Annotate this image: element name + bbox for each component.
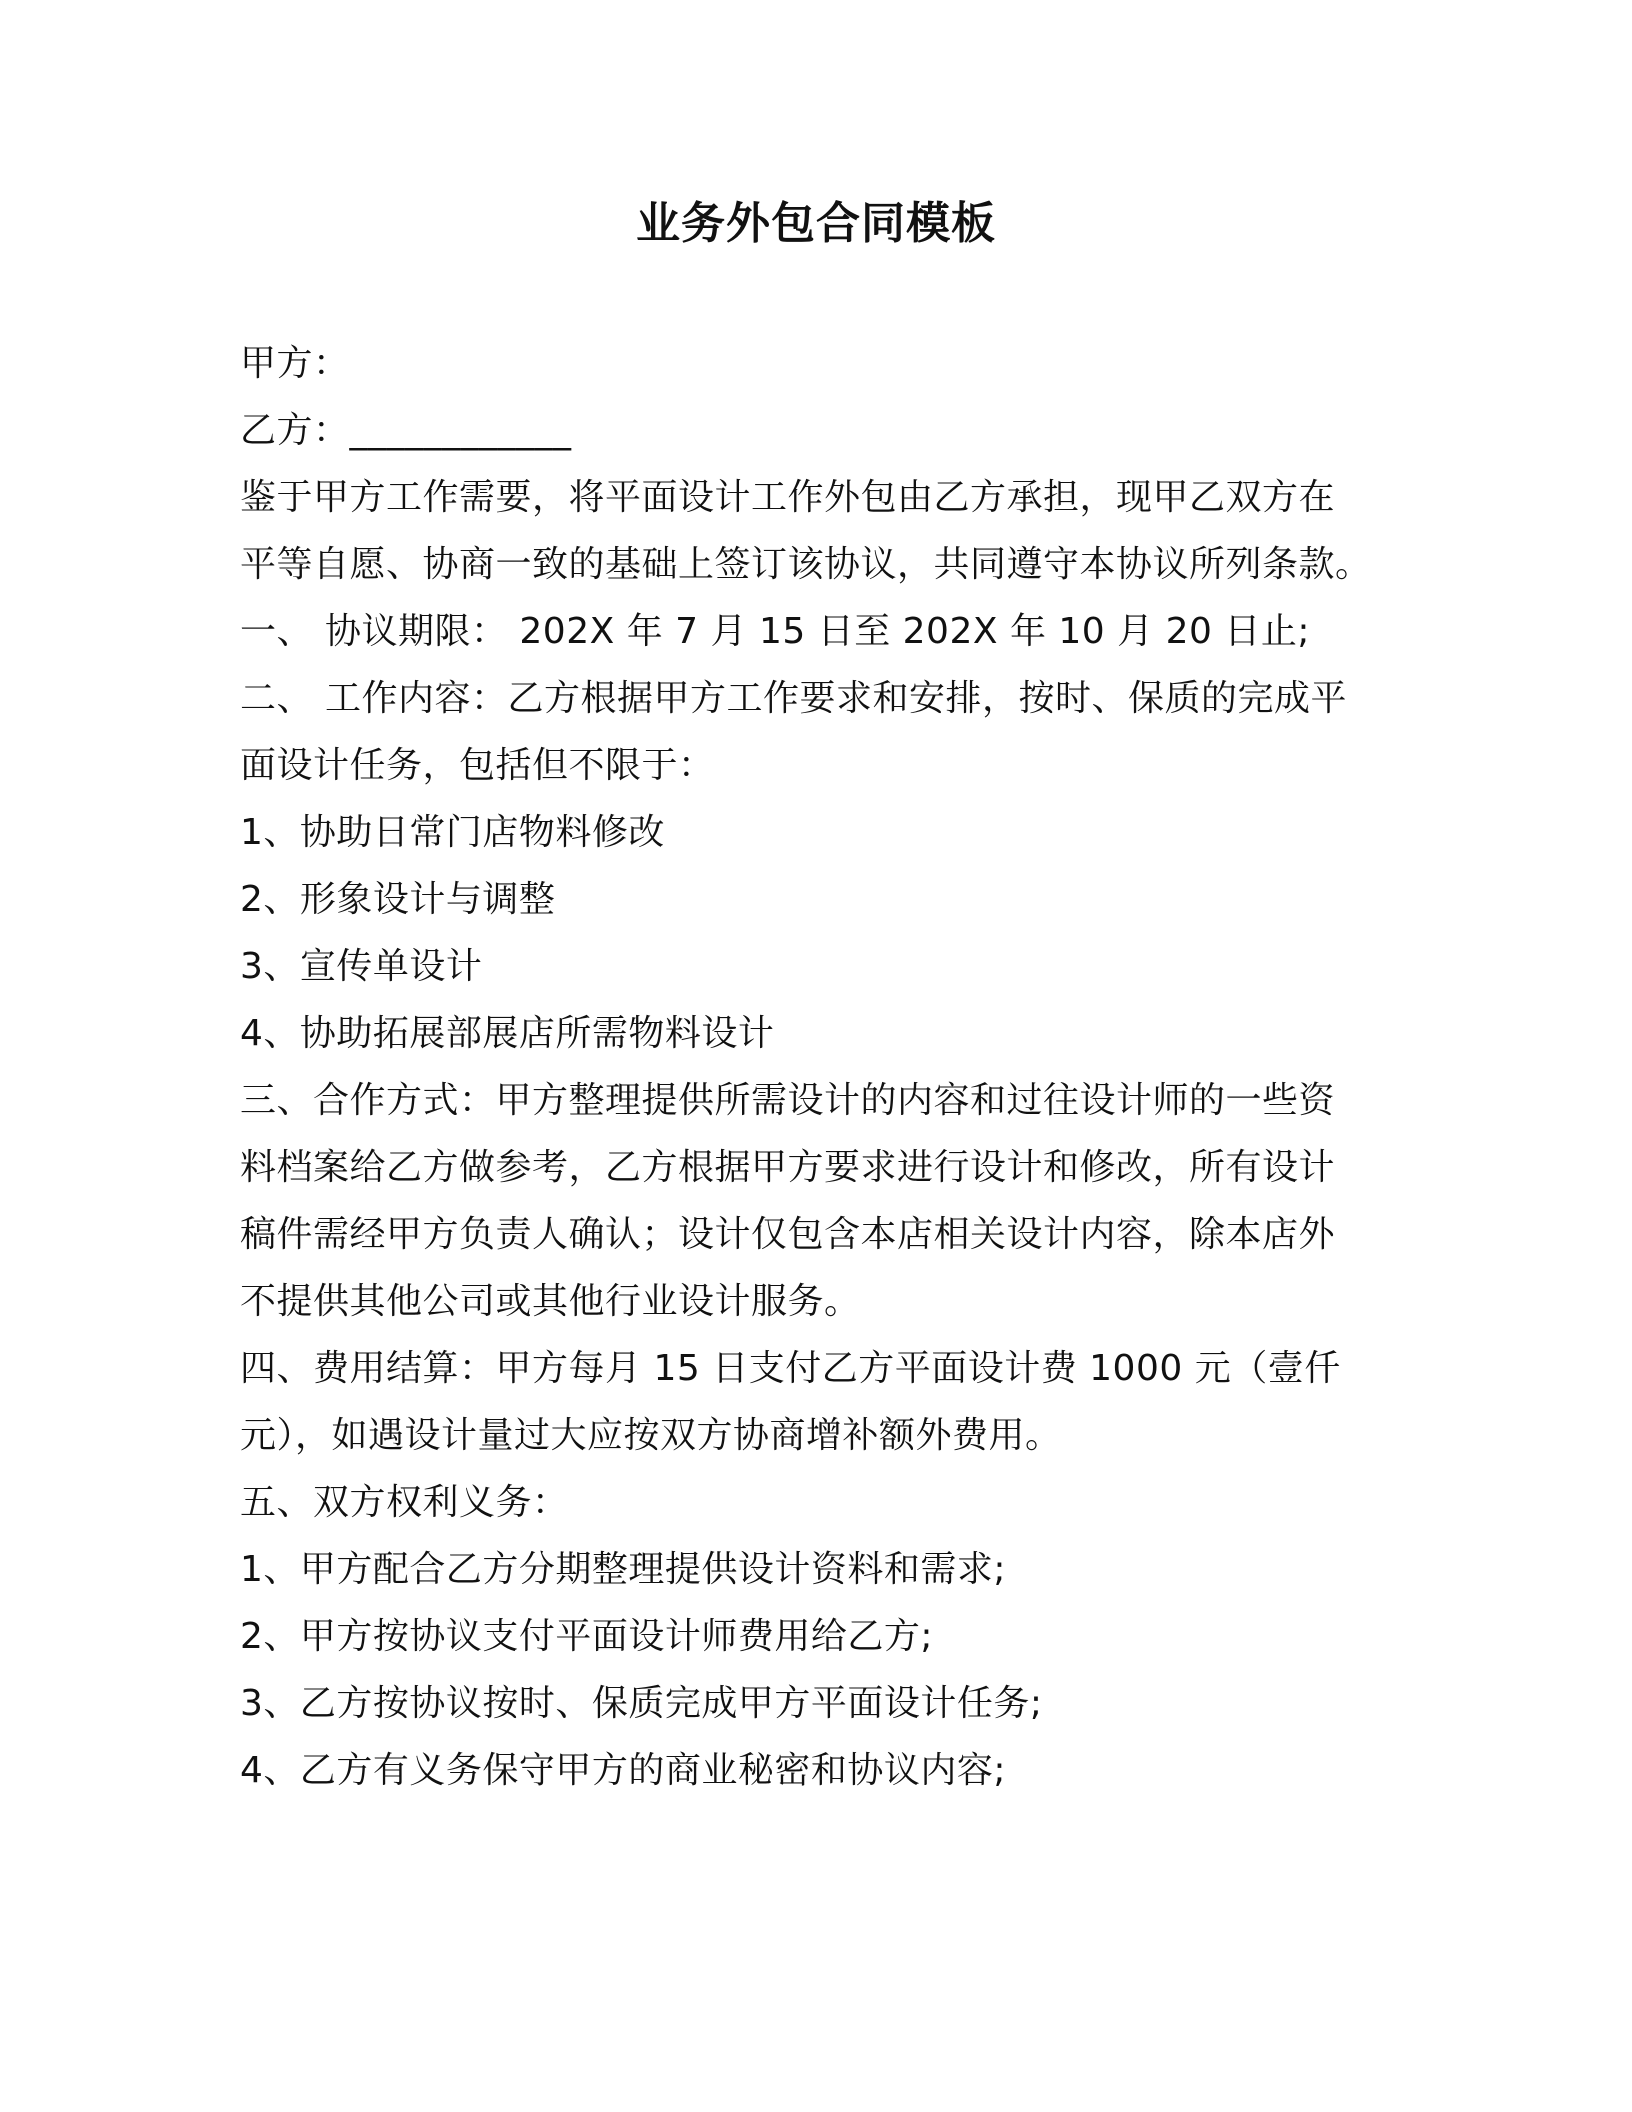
clause-3-line-3: 稿件需经甲方负责人确认；设计仅包含本店相关设计内容，除本店外 <box>240 1214 1336 1255</box>
preamble-line-1: 鉴于甲方工作需要，将平面设计工作外包由乙方承担，现甲乙双方在 <box>240 477 1336 518</box>
clause-3-line-2: 料档案给乙方做参考，乙方根据甲方要求进行设计和修改，所有设计 <box>240 1147 1336 1188</box>
obligation-item-2: 2、甲方按协议支付平面设计师费用给乙方; <box>240 1616 934 1657</box>
work-item-3: 3、宣传单设计 <box>240 946 483 987</box>
document-body <box>240 330 1390 1804</box>
clause-4-line-1: 四、费用结算：甲方每月 15 日支付乙方平面设计费 1000 元（壹仟 <box>240 1348 1341 1389</box>
work-item-4: 4、协助拓展部展店所需物料设计 <box>240 1013 775 1054</box>
clause-3-line-1: 三、合作方式：甲方整理提供所需设计的内容和过往设计师的一些资 <box>240 1080 1336 1121</box>
work-item-1: 1、协助日常门店物料修改 <box>240 812 665 853</box>
clause-2-line-2: 面设计任务，包括但不限于： <box>240 745 715 786</box>
obligation-item-4: 4、乙方有义务保守甲方的商业秘密和协议内容; <box>240 1750 1007 1791</box>
clause-1-term: 一、 协议期限： 202X 年 7 月 15 日至 202X 年 10 月 20 日止; <box>240 611 1310 652</box>
clause-2-line-1: 二、 工作内容：乙方根据甲方工作要求和安排，按时、保质的完成平 <box>240 678 1347 719</box>
work-item-2: 2、形象设计与调整 <box>240 879 556 920</box>
clause-4-line-2: 元），如遇设计量过大应按双方协商增补额外费用。 <box>240 1415 1062 1456</box>
preamble-line-2: 平等自愿、协商一致的基础上签订该协议，共同遵守本协议所列条款。 <box>240 544 1372 585</box>
clause-5-heading: 五、双方权利义务： <box>240 1482 569 1523</box>
clause-3-line-4: 不提供其他公司或其他行业设计服务。 <box>240 1281 861 1322</box>
obligation-item-3: 3、乙方按协议按时、保质完成甲方平面设计任务; <box>240 1683 1043 1724</box>
party-a-line: 甲方： <box>240 343 350 384</box>
document-title: 业务外包合同模板 <box>636 198 996 249</box>
obligation-item-1: 1、甲方配合乙方分期整理提供设计资料和需求; <box>240 1549 1007 1590</box>
party-b-line: 乙方：____________ <box>240 410 572 451</box>
